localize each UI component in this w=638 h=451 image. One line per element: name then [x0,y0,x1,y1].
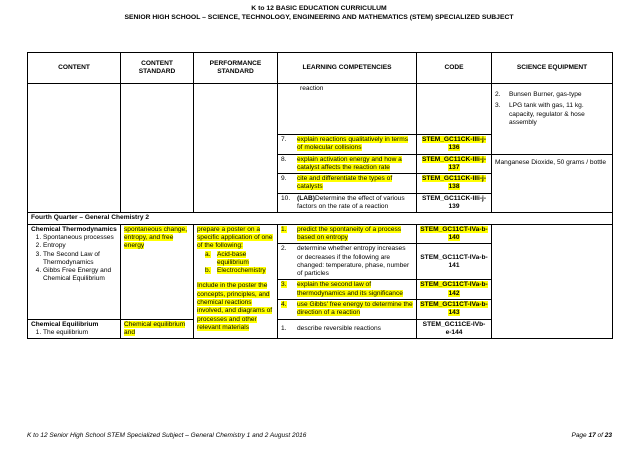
competency-cell: 10. (LAB)Determine the effect of various factors on the rate of a reaction [278,193,417,213]
col-header-science-equipment: SCIENCE EQUIPMENT [492,53,613,84]
content-standard-cell-empty [121,84,194,213]
content-standard-text: spontaneous change, entropy, and free energy [124,225,188,250]
competency-text: reaction [300,85,324,92]
performance-standard-cell-empty [194,84,278,213]
competency-text: predict the spontaneity of a process based on entropy [297,225,402,241]
quarter-row [28,213,613,224]
content-title: Chemical Equilibrium [31,320,99,328]
code-cell: STEM_GC11CK-IIIi-j-138 [417,174,492,194]
competency-cell [278,84,417,135]
competency-text: describe reversible reactions [297,324,381,332]
competency-cell: 8. explain activation energy and how a catalyst affects the reaction rate [278,154,417,174]
performance-item: Acid-base equilibrium [217,250,249,266]
col-header-performance-standard: PERFORMANCE STANDARD [194,53,278,84]
list-item: 4. Gibbs Free Energy and Chemical Equilibrium [43,267,117,284]
list-item: 2. Entropy [43,242,117,250]
performance-intro: prepare a poster on a specific application of one of the following: [197,225,273,250]
document-header [0,4,638,22]
competency-text: determine whether entropy increases or decreases if the following are changed: temperature, phase, number of particles [297,245,410,278]
competency-cell: 7. explain reactions qualitatively in terms of molecular collisions [278,135,417,155]
header-title: K to 12 BASIC EDUCATION CURRICULUM [251,5,387,12]
col-header-content-standard: CONTENT STANDARD [121,53,194,84]
table-row [28,224,613,244]
content-cell-empty [28,84,121,213]
code-cell: STEM_GC11CT-IVa-b-140 [417,224,492,244]
content-standard-text: Chemical equilibrium and [124,320,186,336]
content-list [31,329,117,337]
competency-text: explain the second law of thermodynamics and its significance [297,281,403,297]
competency-text: use Gibbs' free energy to determine the direction of a reaction [297,301,413,317]
code-cell-empty [417,84,492,135]
content-cell [28,224,121,319]
code-cell: STEM_GC11CK-IIIi-j-137 [417,154,492,174]
list-item: 1. The equilibrium [43,329,117,337]
code-cell: STEM_GC11CT-IVa-b-142 [417,280,492,300]
equipment-text: Bunsen Burner, gas-type [509,91,582,98]
code-cell: STEM_GC11CT-IVa-b-143 [417,300,492,320]
performance-standard-cell: prepare a poster on a specific application of one of the following: a. Acid-base equilibrium b. Electrochemistry Include in the poster the concepts, principles, and chemical reactions involved, and diagrams of processes and other relevant materials [194,224,278,339]
list-item: 3. The Second Law of Thermodynamics [43,251,117,268]
curriculum-table [27,52,613,339]
code-cell: STEM_GC11CK-IIIi-j-139 [417,193,492,213]
code-cell: STEM_GC11CE-IVb-e-144 [417,319,492,339]
code-cell: STEM_GC11CT-IVa-b-141 [417,244,492,280]
content-list [31,234,117,284]
competency-cell: 9. cite and differentiate the types of catalysts [278,174,417,194]
competency-cell: 1. predict the spontaneity of a process based on entropy [278,224,417,244]
table-row [28,84,613,135]
col-header-learning-competencies: LEARNING COMPETENCIES [278,53,417,84]
equipment-text: LPG tank with gas, 11 kg. capacity, regulator & hose assembly [509,102,585,126]
footer-page-number: Page 17 of 23 [571,432,612,439]
content-title: Chemical Thermodynamics [31,225,117,233]
col-header-code: CODE [417,53,492,84]
competency-cell: 2. determine whether entropy increases or decreases if the following are changed: temperature, phase, number of particles [278,244,417,280]
table-header-row [28,53,613,84]
col-header-content: CONTENT [28,53,121,84]
list-item: 1. Spontaneous processes [43,234,117,242]
competency-text: explain activation energy and how a catalyst affects the reaction rate [297,155,402,171]
content-standard-cell [121,319,194,339]
performance-details: Include in the poster the concepts, principles, and chemical reactions involved, and diagrams of processes and other relevant materials [197,282,273,331]
equipment-item: 2. Bunsen Burner, gas-type [495,91,582,98]
equipment-cell [492,84,613,155]
competency-text: Determine the effect of various factors on the rate of a reaction [297,194,405,211]
competency-text: cite and differentiate the types of catalysts [297,175,393,191]
quarter-heading: Fourth Quarter – General Chemistry 2 [28,213,613,224]
competency-cell: 4. use Gibbs' free energy to determine the direction of a reaction [278,300,417,320]
equipment-cell-empty [492,224,613,339]
equipment-item: 3. LPG tank with gas, 11 kg. capacity, regulator & hose assembly [495,102,609,127]
competency-text: explain reactions qualitatively in terms of molecular collisions [297,136,409,152]
equipment-cell [492,154,613,213]
header-subtitle: SENIOR HIGH SCHOOL – SCIENCE, TECHNOLOGY, ENGINEERING AND MATHEMATICS (STEM) SPECIALIZED SUBJECT [124,14,514,21]
content-standard-cell [121,224,194,319]
content-cell [28,319,121,339]
code-cell: STEM_GC11CK-IIIi-j-136 [417,135,492,155]
equipment-text: Manganese Dioxide, 50 grams / bottle [495,158,607,166]
performance-item: Electrochemistry [217,267,266,275]
competency-cell: 1. describe reversible reactions [278,319,417,339]
footer-document-title: K to 12 Senior High School STEM Specialized Subject – General Chemistry 1 and 2 August 2016 [27,432,307,439]
competency-cell: 3. explain the second law of thermodynamics and its significance [278,280,417,300]
